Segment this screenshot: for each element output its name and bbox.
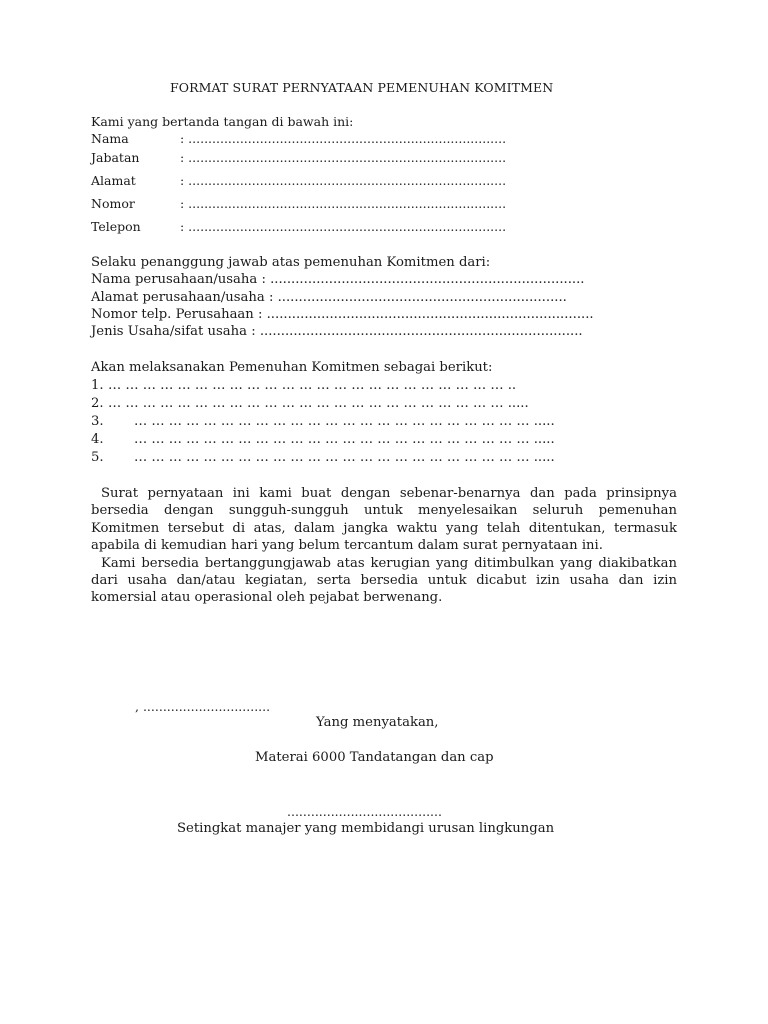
- field-label-nomor: Nomor: [91, 196, 135, 211]
- commitment-number: 2.: [91, 396, 104, 411]
- statement-paragraph-2: Kami bersedia bertanggungjawab atas kerugian yang ditimbulkan yang diakibatkan dari usaha dan/atau kegiatan, serta bersedia untuk dicabut izin usaha dan izin komersial atau operasional oleh pejabat berwenang.: [91, 555, 677, 606]
- statement-paragraph-1: Surat pernyataan ini kami buat dengan sebenar-benarnya dan pada prinsipnya bersedia dengan sungguh-sungguh untuk menyelesaikan seluruh pemenuhan Komitmen tersebut di atas, dalam jangka waktu yang telah ditentukan, termasuk apabila di kemudian hari yang belum tercantum dalam surat pernyataan ini.: [91, 486, 677, 554]
- field-label-telepon: Telepon: [91, 219, 141, 234]
- company-field-address: Alamat perusahaan/usaha : .....................................................................: [91, 290, 567, 305]
- commitment-intro: Akan melaksanakan Pemenuhan Komitmen sebagai berikut:: [91, 360, 493, 375]
- field-value-nama: : ................................................................................: [180, 131, 507, 146]
- intro-text: Kami yang bertanda tangan di bawah ini:: [91, 114, 354, 129]
- commitment-number: 5.: [91, 450, 104, 465]
- commitment-number: 4.: [91, 432, 104, 447]
- place-date-line: , ................................: [135, 699, 271, 714]
- company-field-name: Nama perusahaan/usaha : ...........................................................................: [91, 272, 585, 287]
- field-value-jabatan: : ................................................................................: [180, 150, 507, 165]
- statement-block: [91, 485, 677, 607]
- responsible-intro: Selaku penanggung jawab atas pemenuhan Komitmen dari:: [91, 255, 491, 270]
- field-value-telepon: : ................................................................................: [180, 219, 507, 234]
- commitment-dots: … … … … … … … … … … … … … … … … … … … … … … … .....: [134, 450, 555, 465]
- field-label-jabatan: Jabatan: [91, 150, 140, 165]
- document-title: FORMAT SURAT PERNYATAAN PEMENUHAN KOMITMEN: [170, 80, 554, 95]
- commitment-number: 3.: [91, 414, 104, 429]
- field-value-nomor: : ................................................................................: [180, 196, 507, 211]
- commitment-dots: … … … … … … … … … … … … … … … … … … … … … … … ..: [108, 378, 517, 393]
- signer-heading: Yang menyatakan,: [316, 715, 439, 730]
- signer-role: Setingkat manajer yang membidangi urusan lingkungan: [177, 821, 555, 836]
- commitment-dots: … … … … … … … … … … … … … … … … … … … … … … … .....: [134, 414, 555, 429]
- commitment-number: 1.: [91, 378, 104, 393]
- commitment-dots: … … … … … … … … … … … … … … … … … … … … … … … .....: [108, 396, 529, 411]
- field-label-nama: Nama: [91, 131, 129, 146]
- commitment-dots: … … … … … … … … … … … … … … … … … … … … … … … .....: [134, 432, 555, 447]
- signature-line: .......................................: [287, 804, 442, 819]
- company-field-phone: Nomor telp. Perusahaan : ..............................................................................: [91, 307, 594, 322]
- field-label-alamat: Alamat: [91, 173, 136, 188]
- company-field-type: Jenis Usaha/sifat usaha : .............................................................................: [91, 324, 583, 339]
- stamp-note: Materai 6000 Tandatangan dan cap: [255, 750, 494, 765]
- field-value-alamat: : ................................................................................: [180, 173, 507, 188]
